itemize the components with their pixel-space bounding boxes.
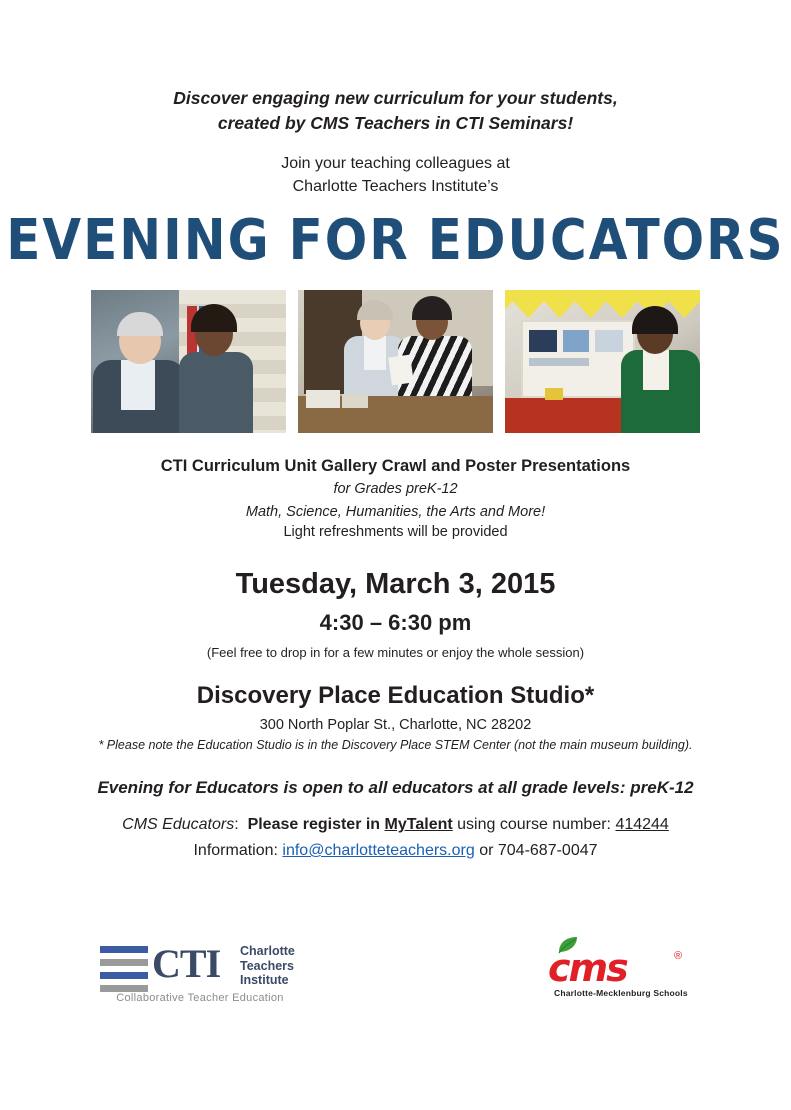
title-word-educators: EDUCATORS: [427, 207, 785, 273]
event-date: Tuesday, March 3, 2015: [235, 568, 556, 600]
information-line: [0, 842, 791, 860]
tagline-line-1: Discover engaging new curriculum for your students,: [173, 88, 618, 108]
logo-row: [0, 938, 791, 1018]
information-or: or: [474, 842, 498, 859]
title-word-evening: EVENING: [6, 207, 271, 273]
cti-word-2: Teachers: [240, 958, 294, 973]
join-lines: [0, 152, 791, 198]
photo-educators-at-display: [91, 290, 286, 433]
cms-logo: [548, 938, 698, 1000]
join-line-2: Charlotte Teachers Institute’s: [292, 178, 499, 195]
photo-strip: [0, 290, 791, 433]
registration-line: [0, 816, 791, 834]
register-audience: CMS Educators: [122, 816, 235, 833]
register-colon: :: [234, 816, 239, 833]
information-label: Information:: [193, 842, 283, 859]
cms-subtitle: Charlotte-Mecklenburg Schools: [554, 988, 688, 998]
tagline-line-2: created by CMS Teachers in CTI Seminars!: [217, 113, 574, 133]
open-to-line: Evening for Educators is open to all educators at all grade levels: preK-12: [97, 778, 694, 797]
join-line-1: Join your teaching colleagues at: [281, 155, 510, 172]
cti-logo: [100, 942, 300, 1004]
venue-footnote: * Please note the Education Studio is in the Discovery Place STEM Center (not the main museum building).: [98, 738, 693, 752]
title-word-for: FOR: [288, 207, 410, 273]
cti-words: [240, 944, 295, 988]
flyer-tagline: [0, 86, 791, 136]
register-platform-link[interactable]: MyTalent: [384, 816, 453, 833]
event-headline: CTI Curriculum Unit Gallery Crawl and Poster Presentations: [160, 457, 631, 475]
photo-poster-presenter: [505, 290, 700, 433]
drop-in-note: (Feel free to drop in for a few minutes or enjoy the whole session): [206, 645, 585, 660]
event-subjects: Math, Science, Humanities, the Arts and More!: [245, 504, 546, 520]
page-title: [0, 209, 791, 272]
venue-address: 300 North Poplar St., Charlotte, NC 28202: [259, 717, 532, 733]
cms-wordmark: cms: [548, 946, 627, 990]
cti-tagline: Collaborative Teacher Education: [116, 992, 284, 1004]
cti-letters: CTI: [152, 941, 221, 986]
venue-name: Discovery Place Education Studio*: [196, 682, 595, 709]
cti-bars-icon: [100, 946, 148, 984]
register-using: using course number:: [452, 816, 616, 833]
information-phone: 704-687-0047: [497, 842, 598, 859]
cms-registered-mark: ®: [674, 950, 683, 962]
event-time: 4:30 – 6:30 pm: [319, 610, 472, 635]
event-refreshments: Light refreshments will be provided: [283, 524, 508, 540]
register-course-number: 414244: [615, 816, 669, 833]
cti-word-1: Charlotte: [240, 944, 295, 958]
register-instruction: Please register in: [247, 816, 385, 833]
event-grades: for Grades preK-12: [333, 481, 458, 497]
information-email-link[interactable]: info@charlotteteachers.org: [282, 842, 475, 859]
photo-women-at-table: [298, 290, 493, 433]
cti-word-3: Institute: [240, 973, 289, 987]
flyer-page: [0, 86, 791, 1110]
